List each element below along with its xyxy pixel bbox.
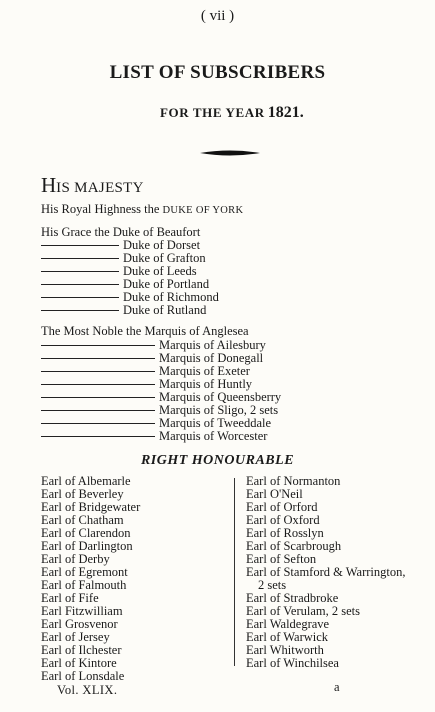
earl-entry: Earl of Sefton bbox=[246, 552, 317, 566]
ditto-rule bbox=[41, 397, 155, 398]
earl-entry: Earl of Falmouth bbox=[41, 578, 127, 592]
marquis-item bbox=[41, 378, 252, 391]
marquis-label: Marquis of Tweeddale bbox=[159, 416, 272, 430]
earl-entry-continuation: 2 sets bbox=[258, 578, 287, 592]
earl-entry: Earl of Ilchester bbox=[41, 643, 122, 657]
duke-label: Duke of Dorset bbox=[123, 238, 201, 252]
earl-entry: Earl Waldegrave bbox=[246, 617, 330, 631]
marquis-item bbox=[41, 404, 278, 417]
duke-label: Duke of Leeds bbox=[123, 264, 197, 278]
duke-item bbox=[41, 265, 197, 278]
duke-of-york-name: DUKE OF YORK bbox=[162, 205, 244, 216]
subtitle bbox=[160, 104, 304, 122]
page-number: ( vii ) bbox=[200, 8, 235, 24]
duke-item bbox=[41, 278, 209, 291]
earl-entry: Earl of Oxford bbox=[246, 513, 320, 527]
marquis-label: Marquis of Worcester bbox=[159, 429, 268, 443]
ditto-rule bbox=[41, 358, 155, 359]
subtitle-year: 1821. bbox=[267, 104, 304, 121]
ditto-rule bbox=[41, 410, 155, 411]
marquis-item bbox=[41, 391, 281, 404]
section-heading: RIGHT HONOURABLE bbox=[140, 453, 295, 468]
duke-label: Duke of Grafton bbox=[123, 251, 206, 265]
earl-entry: Earl of Stamford & Warrington, bbox=[246, 565, 406, 579]
duke-label: Duke of Richmond bbox=[123, 290, 219, 304]
earl-entry: Earl of Lonsdale bbox=[41, 669, 125, 683]
duke-of-york-line bbox=[41, 203, 243, 217]
ditto-rule bbox=[41, 284, 119, 285]
signature-mark: a bbox=[334, 680, 340, 694]
marquis-item bbox=[41, 352, 263, 365]
earl-entry: Earl O'Neil bbox=[246, 487, 303, 501]
ditto-rule bbox=[41, 245, 119, 246]
marquis-item bbox=[41, 365, 250, 378]
earl-entry: Earl of Scarbrough bbox=[246, 539, 342, 553]
subtitle-prefix: FOR THE YEAR bbox=[160, 105, 265, 120]
duke-of-york-prefix: His Royal Highness the bbox=[41, 202, 163, 216]
marquises-lead: The Most Noble the Marquis of Anglesea bbox=[41, 324, 249, 338]
earl-entry: Earl of Darlington bbox=[41, 539, 133, 553]
earl-entry: Earl Whitworth bbox=[246, 643, 324, 657]
marquis-label: Marquis of Donegall bbox=[159, 351, 264, 365]
duke-label: Duke of Portland bbox=[123, 277, 210, 291]
earl-entry: Earl of Verulam, 2 sets bbox=[246, 604, 360, 618]
ditto-rule bbox=[41, 423, 155, 424]
duke-item bbox=[41, 304, 206, 317]
earl-entry: Earl of Bridgewater bbox=[41, 500, 141, 514]
earl-entry: Earl of Orford bbox=[246, 500, 318, 514]
earl-entry: Earl of Winchilsea bbox=[246, 656, 339, 670]
ditto-rule bbox=[41, 436, 155, 437]
earl-entry: Earl of Egremont bbox=[41, 565, 128, 579]
earl-entry: Earl of Albemarle bbox=[41, 474, 131, 488]
duke-label: Duke of Rutland bbox=[123, 303, 207, 317]
earl-entry: Earl Fitzwilliam bbox=[41, 604, 123, 618]
marquis-label: Marquis of Sligo, 2 sets bbox=[159, 403, 279, 417]
his-majesty-initial: H bbox=[41, 173, 57, 197]
ditto-rule bbox=[41, 371, 155, 372]
marquis-label: Marquis of Huntly bbox=[159, 377, 253, 391]
earl-entry: Earl of Warwick bbox=[246, 630, 329, 644]
marquis-label: Marquis of Queensberry bbox=[159, 390, 282, 404]
marquis-item bbox=[41, 417, 271, 430]
earl-entry: Earl of Rosslyn bbox=[246, 526, 324, 540]
earl-entry: Earl of Stradbroke bbox=[246, 591, 339, 605]
marquis-label: Marquis of Ailesbury bbox=[159, 338, 266, 352]
marquis-item bbox=[41, 430, 267, 443]
marquis-label: Marquis of Exeter bbox=[159, 364, 250, 378]
ditto-rule bbox=[41, 384, 155, 385]
earls-right-column bbox=[246, 475, 406, 670]
his-majesty bbox=[41, 173, 144, 198]
earl-entry: Earl of Normanton bbox=[246, 474, 341, 488]
duke-item bbox=[41, 239, 200, 252]
earl-entry: Earl of Derby bbox=[41, 552, 110, 566]
ditto-rule bbox=[41, 310, 119, 311]
earl-entry: Earl of Clarendon bbox=[41, 526, 131, 540]
earl-entry: Earl of Chatham bbox=[41, 513, 124, 527]
column-divider bbox=[234, 478, 235, 666]
earl-entry: Earl of Fife bbox=[41, 591, 99, 605]
earls-left-column bbox=[41, 475, 140, 683]
earl-entry: Earl of Jersey bbox=[41, 630, 110, 644]
ditto-rule bbox=[41, 271, 119, 272]
earl-entry: Earl Grosvenor bbox=[41, 617, 118, 631]
ornament-rule bbox=[200, 148, 260, 158]
his-majesty-rest: IS MAJESTY bbox=[56, 180, 144, 196]
earl-entry: Earl of Kintore bbox=[41, 656, 117, 670]
earl-entry: Earl of Beverley bbox=[41, 487, 124, 501]
volume-mark: Vol. XLIX. bbox=[57, 683, 118, 697]
ditto-rule bbox=[41, 297, 119, 298]
ditto-rule bbox=[41, 345, 155, 346]
duke-item bbox=[41, 252, 206, 265]
page-title: LIST OF SUBSCRIBERS bbox=[109, 62, 326, 83]
ditto-rule bbox=[41, 258, 119, 259]
duke-item bbox=[41, 291, 219, 304]
marquis-item bbox=[41, 339, 266, 352]
dukes-lead: His Grace the Duke of Beaufort bbox=[41, 225, 201, 239]
